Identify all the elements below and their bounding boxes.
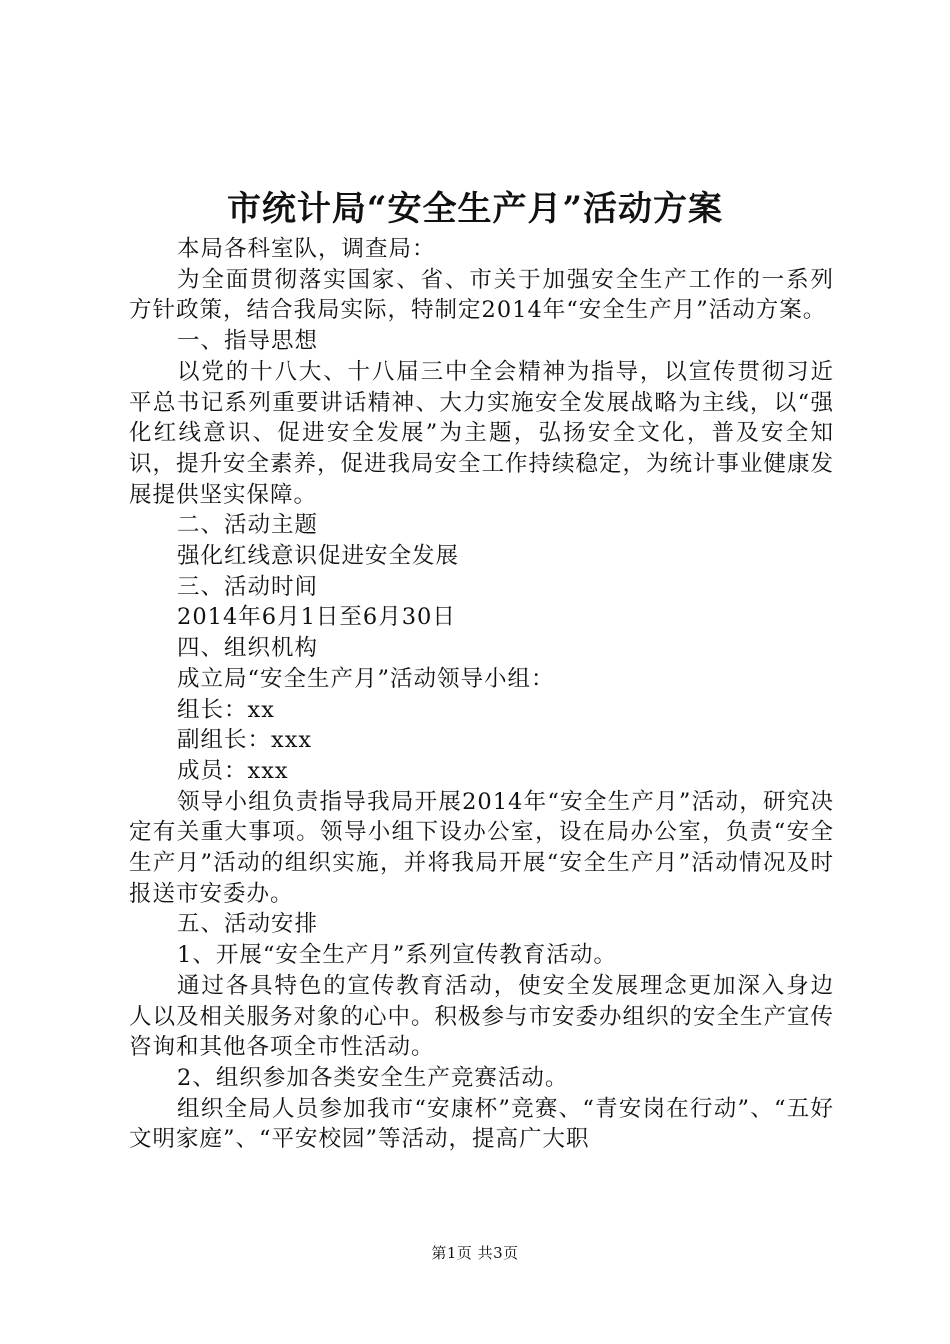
arrangement-item-2-detail: 组织全局人员参加我市“安康杯”竞赛、“青安岗在行动”、“五好文明家庭”、“平安校园”等活动，提高广大职	[129, 1095, 834, 1153]
leader-line: 组长：xx	[177, 696, 275, 723]
theme-text: 强化红线意识促进安全发展	[177, 543, 460, 570]
salutation: 本局各科室队，调查局：	[177, 236, 436, 262]
intro-paragraph: 为全面贯彻落实国家、省、市关于加强安全生产工作的一系列方针政策，结合我局实际，特制定2014年“安全生产月”活动方案。	[129, 266, 834, 324]
section-heading-guiding-thought: 一、指导思想	[177, 328, 319, 355]
guiding-thought-paragraph: 以党的十八大、十八届三中全会精神为指导，以宣传贯彻习近平总书记系列重要讲话精神、大力实施安全发展战略为主线，以“强化红线意识、促进安全发展”为主题，弘扬安全文化，普及安全知识，提升安全素养，促进我局安全工作持续稳定，为统计事业健康发展提供坚实保障。	[129, 358, 835, 508]
section-heading-time: 三、活动时间	[177, 573, 319, 600]
deputy-leader-line: 副组长：xxx	[177, 727, 313, 754]
section-heading-arrangement: 五、活动安排	[177, 911, 319, 938]
arrangement-item-1-detail: 通过各具特色的宣传教育活动，使安全发展理念更加深入身边人以及相关服务对象的心中。积极参与市安委办组织的安全生产宣传咨询和其他各项全市性活动。	[129, 972, 835, 1061]
time-text: 2014年6月1日至6月30日	[177, 604, 456, 631]
leadership-duty-paragraph: 领导小组负责指导我局开展2014年“安全生产月”活动，研究决定有关重大事项。领导小组下设办公室，设在局办公室，负责“安全生产月”活动的组织实施，并将我局开展“安全生产月”活动情况及时报送市安委办。	[129, 788, 834, 907]
document-title: 市统计局“安全生产月”活动方案	[226, 189, 724, 229]
section-heading-organization: 四、组织机构	[177, 635, 319, 662]
members-line: 成员：xxx	[177, 757, 289, 784]
organization-intro: 成立局“安全生产月”活动领导小组：	[177, 665, 555, 692]
document-body	[129, 234, 834, 1155]
arrangement-item-2: 2、组织参加各类安全生产竞赛活动。	[177, 1064, 569, 1091]
arrangement-item-1: 1、开展“安全生产月”系列宣传教育活动。	[177, 942, 617, 969]
section-heading-theme: 二、活动主题	[177, 512, 319, 539]
page-footer: 第1页 共3页	[431, 1244, 519, 1262]
